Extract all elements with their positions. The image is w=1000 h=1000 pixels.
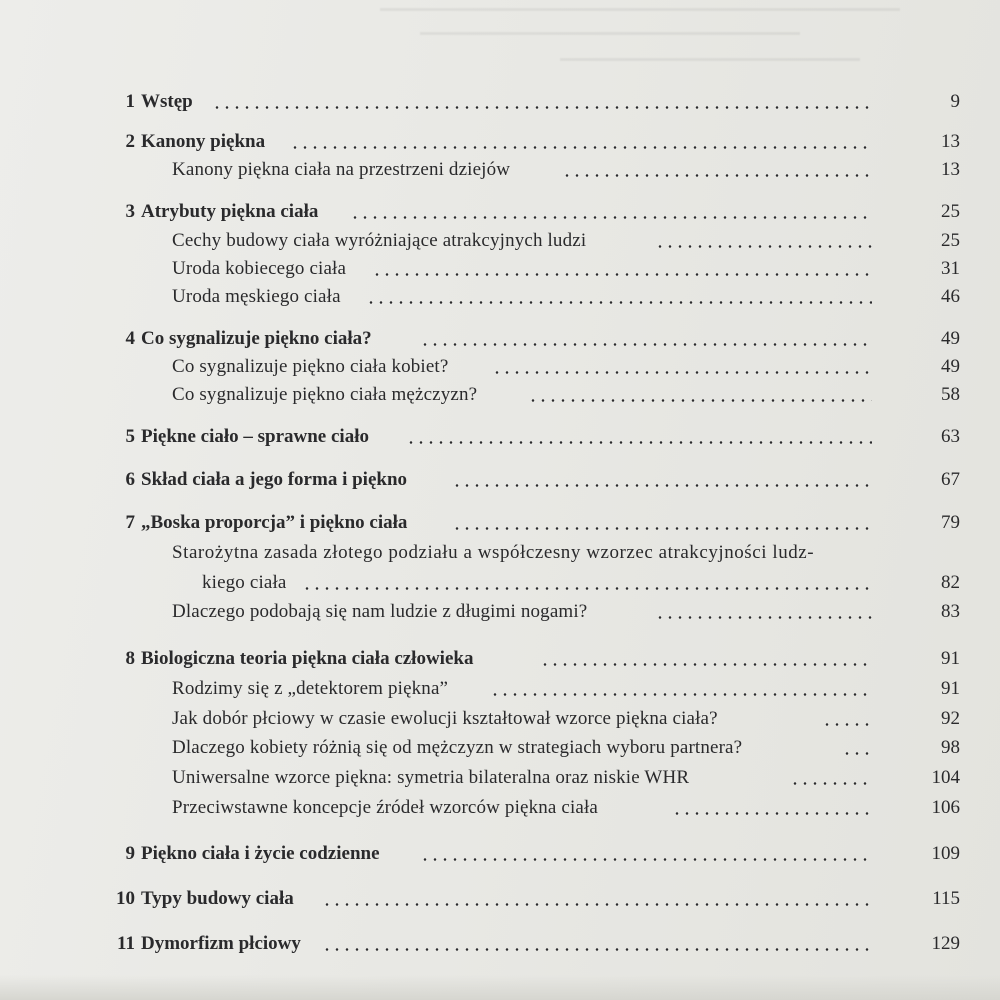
page-number: 129 [931, 933, 960, 954]
section-title: Starożytna zasada złotego podziału a współczesny wzorzec atrakcyjności ludz- [172, 542, 815, 563]
toc-entry [0, 424, 1000, 450]
dot-leader [672, 795, 872, 821]
section-title: Uroda kobiecego ciała [172, 258, 347, 279]
page-number: 104 [931, 767, 960, 788]
section-title: kiego ciała [202, 572, 287, 593]
page-number: 25 [941, 230, 960, 251]
section-title: Uniwersalne wzorce piękna: symetria bilateralna oraz niskie WHR [172, 767, 690, 788]
chapter-title: Co sygnalizuje piękno ciała? [141, 328, 372, 349]
section-title: Jak dobór płciowy w czasie ewolucji kształtował wzorce piękna ciała? [172, 708, 718, 729]
section-title: Dlaczego podobają się nam ludzie z długimi nogami? [172, 601, 588, 622]
dot-leader [420, 841, 872, 867]
dot-leader [452, 467, 872, 493]
chapter-number: 1 [125, 91, 135, 112]
chapter-number: 10 [116, 888, 135, 909]
toc-entry [0, 467, 1000, 493]
chapter-title: Skład ciała a jego forma i piękno [141, 469, 408, 490]
chapter-title: „Boska proporcja” i piękno ciała [141, 512, 408, 533]
page-number: 91 [941, 648, 960, 669]
dot-leader [490, 676, 872, 702]
chapter-number: 11 [117, 933, 135, 954]
dot-leader [540, 646, 872, 672]
section-title: Przeciwstawne koncepcje źródeł wzorców piękna ciała [172, 797, 598, 818]
toc-entry [0, 540, 1000, 566]
dot-leader [322, 931, 872, 957]
toc-entry [0, 326, 1000, 352]
toc-entry [0, 510, 1000, 536]
page-number: 115 [932, 888, 960, 909]
dot-leader [842, 735, 872, 761]
toc-entry [0, 228, 1000, 254]
dot-leader [655, 228, 872, 254]
toc-entry [0, 199, 1000, 225]
page-number: 46 [941, 286, 960, 307]
dot-leader [406, 424, 872, 450]
page-number: 49 [941, 328, 960, 349]
chapter-title: Piękno ciała i życie codzienne [141, 843, 380, 864]
dot-leader [655, 599, 872, 625]
dot-leader [302, 570, 872, 596]
section-title: Co sygnalizuje piękno ciała mężczyzn? [172, 384, 478, 405]
page-number: 9 [950, 91, 960, 112]
dot-leader [212, 89, 872, 115]
toc-entry [0, 129, 1000, 155]
dot-leader [366, 284, 872, 310]
chapter-title: Wstęp [141, 91, 193, 112]
chapter-number: 9 [125, 843, 135, 864]
page-number: 49 [941, 356, 960, 377]
toc-entry [0, 795, 1000, 821]
toc-entry [0, 382, 1000, 408]
section-title: Kanony piękna ciała na przestrzeni dziejów [172, 159, 511, 180]
chapter-number: 3 [125, 201, 135, 222]
section-title: Cechy budowy ciała wyróżniające atrakcyjnych ludzi [172, 230, 587, 251]
chapter-number: 4 [125, 328, 135, 349]
section-title: Dlaczego kobiety różnią się od mężczyzn w strategiach wyboru partnera? [172, 737, 743, 758]
chapter-number: 6 [125, 469, 135, 490]
page-number: 83 [941, 601, 960, 622]
page-number: 63 [941, 426, 960, 447]
toc-entry [0, 89, 1000, 115]
toc-entry [0, 646, 1000, 672]
page-bottom-shadow [0, 975, 1000, 1000]
chapter-title: Biologiczna teoria piękna ciała człowieka [141, 648, 474, 669]
chapter-title: Dymorfizm płciowy [141, 933, 301, 954]
page-number: 91 [941, 678, 960, 699]
page-number: 109 [931, 843, 960, 864]
page-number: 79 [941, 512, 960, 533]
toc-entry [0, 599, 1000, 625]
section-title: Uroda męskiego ciała [172, 286, 341, 307]
toc-entry [0, 284, 1000, 310]
toc-entry [0, 706, 1000, 732]
chapter-title: Kanony piękna [141, 131, 266, 152]
chapter-title: Atrybuty piękna ciała [141, 201, 319, 222]
toc-entry [0, 841, 1000, 867]
page-number: 98 [941, 737, 960, 758]
dot-leader [452, 510, 872, 536]
chapter-title: Typy budowy ciała [141, 888, 294, 909]
toc-entry [0, 157, 1000, 183]
page-number: 13 [941, 159, 960, 180]
chapter-number: 5 [125, 426, 135, 447]
toc-entry [0, 256, 1000, 282]
page-number: 31 [941, 258, 960, 279]
dot-leader [492, 354, 872, 380]
chapter-number: 8 [125, 648, 135, 669]
toc-entry [0, 931, 1000, 957]
page-number: 13 [941, 131, 960, 152]
page-number: 67 [941, 469, 960, 490]
dot-leader [420, 326, 872, 352]
dot-leader [562, 157, 872, 183]
chapter-number: 2 [125, 131, 135, 152]
chapter-title: Piękne ciało – sprawne ciało [141, 426, 369, 447]
toc-entry [0, 886, 1000, 912]
toc-entry [0, 570, 1000, 596]
page-number: 92 [941, 708, 960, 729]
chapter-number: 7 [125, 512, 135, 533]
dot-leader [350, 199, 872, 225]
toc-entry [0, 735, 1000, 761]
section-title: Co sygnalizuje piękno ciała kobiet? [172, 356, 449, 377]
section-title: Rodzimy się z „detektorem piękna” [172, 678, 449, 699]
dot-leader [822, 706, 872, 732]
dot-leader [322, 886, 872, 912]
dot-leader [528, 382, 872, 408]
page-number: 106 [931, 797, 960, 818]
page-number: 82 [941, 572, 960, 593]
toc-entry [0, 354, 1000, 380]
dot-leader [790, 765, 872, 791]
dot-leader [372, 256, 872, 282]
toc-entry [0, 676, 1000, 702]
page-number: 58 [941, 384, 960, 405]
page-number: 25 [941, 201, 960, 222]
toc-entry [0, 765, 1000, 791]
dot-leader [290, 129, 872, 155]
